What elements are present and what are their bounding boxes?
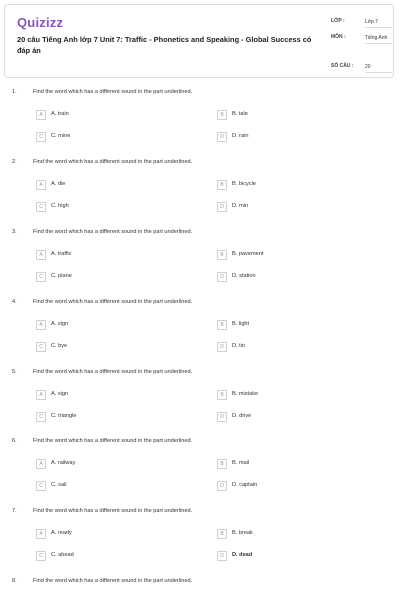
option-text: C. sail (51, 482, 67, 488)
option-letter: C (36, 342, 46, 352)
option-text: D. rain (232, 133, 249, 139)
option-letter: A (36, 110, 46, 120)
option-letter: C (36, 132, 46, 142)
question-text: Find the word which has a different sound in the part underlined. (33, 369, 193, 375)
option-letter: C (36, 551, 46, 561)
option-text: B. tale (232, 111, 248, 117)
meta-row-subject (328, 31, 398, 60)
question-text: Find the word which has a different sound in the part underlined. (33, 438, 193, 444)
question-number: 1. (12, 89, 17, 95)
option-text: B. mistake (232, 391, 259, 397)
option-text: D. drive (232, 413, 252, 419)
option-letter: A (36, 250, 46, 260)
question-number: 6. (12, 438, 17, 444)
option-letter: B (217, 459, 227, 469)
option-text: B. light (232, 321, 250, 327)
question (0, 229, 400, 299)
question (0, 508, 400, 578)
question-number: 2. (12, 159, 17, 165)
option-text: B. pavement (232, 251, 264, 257)
meta-label: MÔN : (331, 34, 346, 40)
meta-label: LỚP : (331, 18, 345, 24)
question-text: Find the word which has a different sound in the part underlined. (33, 508, 193, 514)
option-letter: B (217, 110, 227, 120)
option-letter: C (36, 272, 46, 282)
question (0, 299, 400, 369)
option-text: D. dead (232, 552, 253, 558)
option-letter: B (217, 180, 227, 190)
worksheet-header (4, 4, 394, 78)
option-text: A. die (51, 181, 66, 187)
question-text: Find the word which has a different sound in the part underlined. (33, 578, 193, 584)
question-number: 5. (12, 369, 17, 375)
option-letter: B (217, 529, 227, 539)
option-text: A. train (51, 111, 69, 117)
worksheet-title: 20 câu Tiếng Anh lớp 7 Unit 7: Traffic - Phonetics and Speaking - Global Success có đáp án (17, 35, 312, 55)
option-letter: C (36, 481, 46, 491)
option-text: D. tin (232, 343, 246, 349)
quizizz-logo: Quizizz (17, 15, 64, 30)
meta-value: Lớp 7 (365, 18, 392, 28)
option-text: D. station (232, 273, 256, 279)
worksheet-meta (328, 15, 398, 76)
question-number: 4. (12, 299, 17, 305)
question-number: 3. (12, 229, 17, 235)
option-text: C. ahead (51, 552, 74, 558)
option-letter: A (36, 320, 46, 330)
option-text: D. captain (232, 482, 258, 488)
option-text: B. break (232, 530, 253, 536)
option-letter: A (36, 459, 46, 469)
option-letter: D (217, 342, 227, 352)
question (0, 438, 400, 508)
option-text: A. sign (51, 391, 69, 397)
meta-label: SỐ CÂU : (331, 63, 354, 69)
question-text: Find the word which has a different sound in the part underlined. (33, 299, 193, 305)
option-text: D. min (232, 203, 249, 209)
option-letter: D (217, 132, 227, 142)
meta-row-class (328, 15, 398, 31)
option-letter: A (36, 529, 46, 539)
option-letter: D (217, 551, 227, 561)
meta-value: Tiếng Anh (365, 34, 392, 44)
meta-value: 20 (365, 63, 392, 73)
option-letter: A (36, 180, 46, 190)
option-letter: C (36, 202, 46, 212)
option-text: A. ready (51, 530, 72, 536)
option-letter: D (217, 272, 227, 282)
question (0, 369, 400, 439)
question-text: Find the word which has a different sound in the part underlined. (33, 89, 193, 95)
question-number: 8. (12, 578, 17, 584)
option-letter: B (217, 320, 227, 330)
option-text: A. sign (51, 321, 69, 327)
option-letter: A (36, 390, 46, 400)
option-letter: D (217, 202, 227, 212)
option-text: B. mail (232, 460, 250, 466)
option-letter: B (217, 250, 227, 260)
question (0, 578, 400, 600)
question-number: 7. (12, 508, 17, 514)
option-text: A. traffic (51, 251, 72, 257)
meta-row-count (328, 60, 398, 76)
question (0, 159, 400, 229)
question-text: Find the word which has a different sound in the part underlined. (33, 229, 193, 235)
option-text: C. triangle (51, 413, 77, 419)
option-letter: D (217, 412, 227, 422)
option-text: C. high (51, 203, 69, 209)
option-text: B. bicycle (232, 181, 256, 187)
question (0, 89, 400, 159)
option-text: C. mine (51, 133, 71, 139)
option-letter: B (217, 390, 227, 400)
option-text: A. railway (51, 460, 76, 466)
option-text: C. plane (51, 273, 72, 279)
option-letter: C (36, 412, 46, 422)
option-text: C. bye (51, 343, 68, 349)
question-text: Find the word which has a different sound in the part underlined. (33, 159, 193, 165)
option-letter: D (217, 481, 227, 491)
